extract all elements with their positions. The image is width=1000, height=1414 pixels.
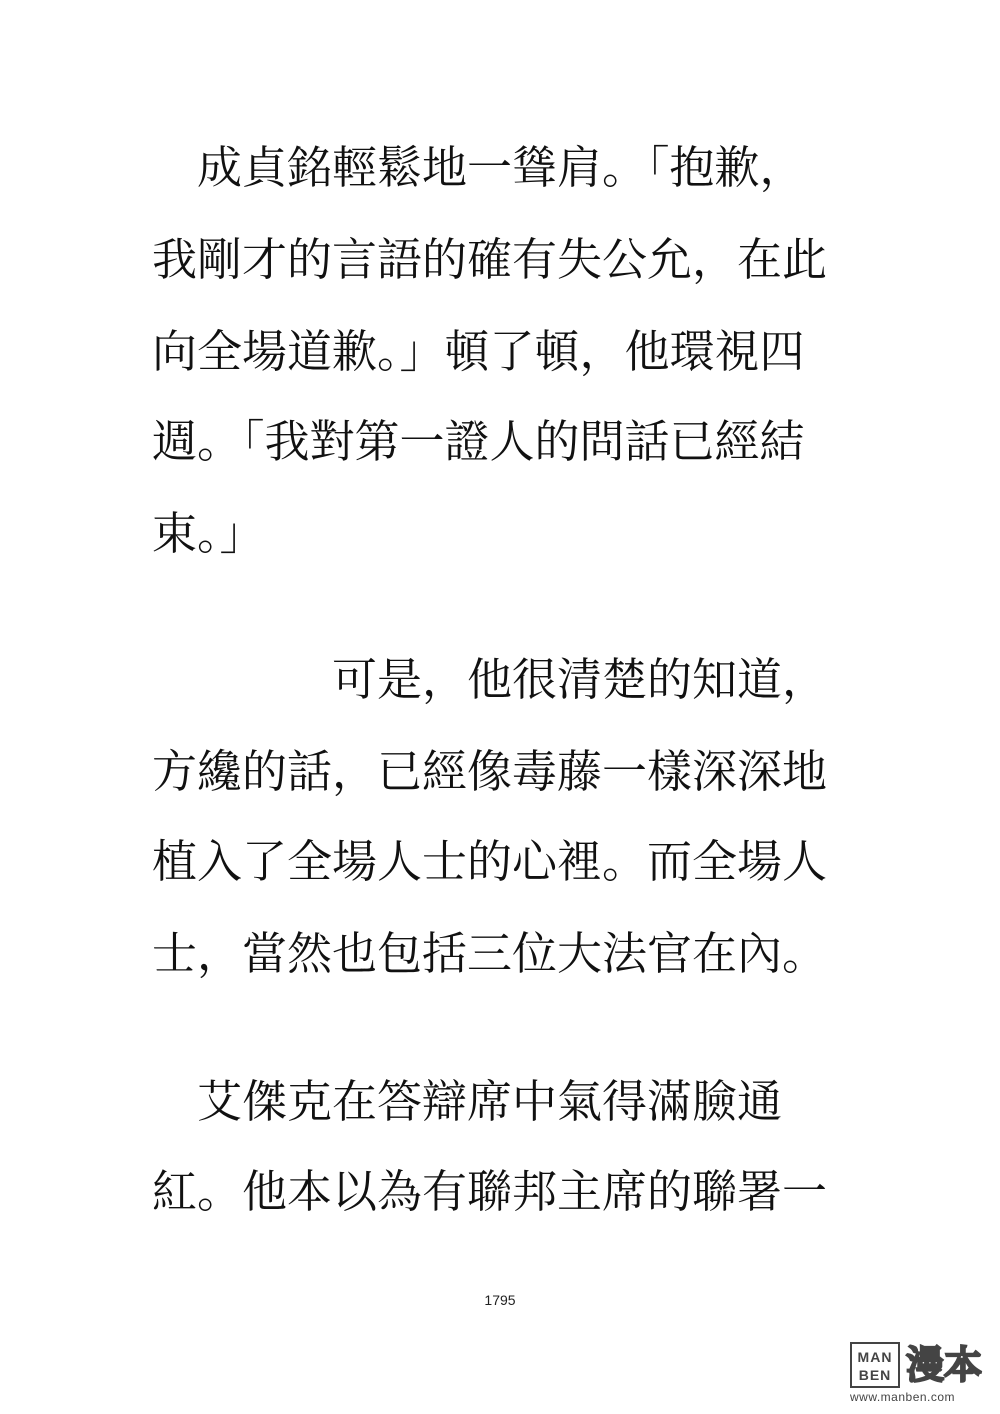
text-line: 植入了全場人士的心裡。而全場人 — [152, 835, 828, 888]
text-line: 士，當然也包括三位大法官在內。 — [152, 927, 828, 980]
text-line: 成貞銘輕鬆地一聳肩。「抱歉， — [152, 141, 805, 194]
text-line: 紅。他本以為有聯邦主席的聯署一 — [152, 1165, 828, 1218]
text-line: 艾傑克在答辯席中氣得滿臉通 — [152, 1075, 783, 1128]
text-line: 可是，他很清楚的知道， — [152, 653, 828, 706]
logo-url: www.manben.com — [850, 1390, 956, 1404]
text-line: 週。「我對第一證人的問話已經結 — [152, 415, 805, 468]
watermark-logo — [850, 1342, 990, 1402]
page-number: 1795 — [484, 1292, 516, 1308]
text-line: 向全場道歉。」頓了頓，他環視四 — [152, 325, 805, 378]
text-line: 我剛才的言語的確有失公允，在此 — [152, 233, 828, 286]
logo-mark-bottom: BEN — [858, 1367, 892, 1383]
text-line: 束。」 — [152, 507, 265, 560]
text-line: 方纔的話，已經像毒藤一樣深深地 — [152, 745, 828, 798]
logo-mark-top: MAN — [857, 1349, 893, 1365]
logo-text: 漫本 — [906, 1343, 983, 1387]
logo-mark — [850, 1342, 900, 1388]
